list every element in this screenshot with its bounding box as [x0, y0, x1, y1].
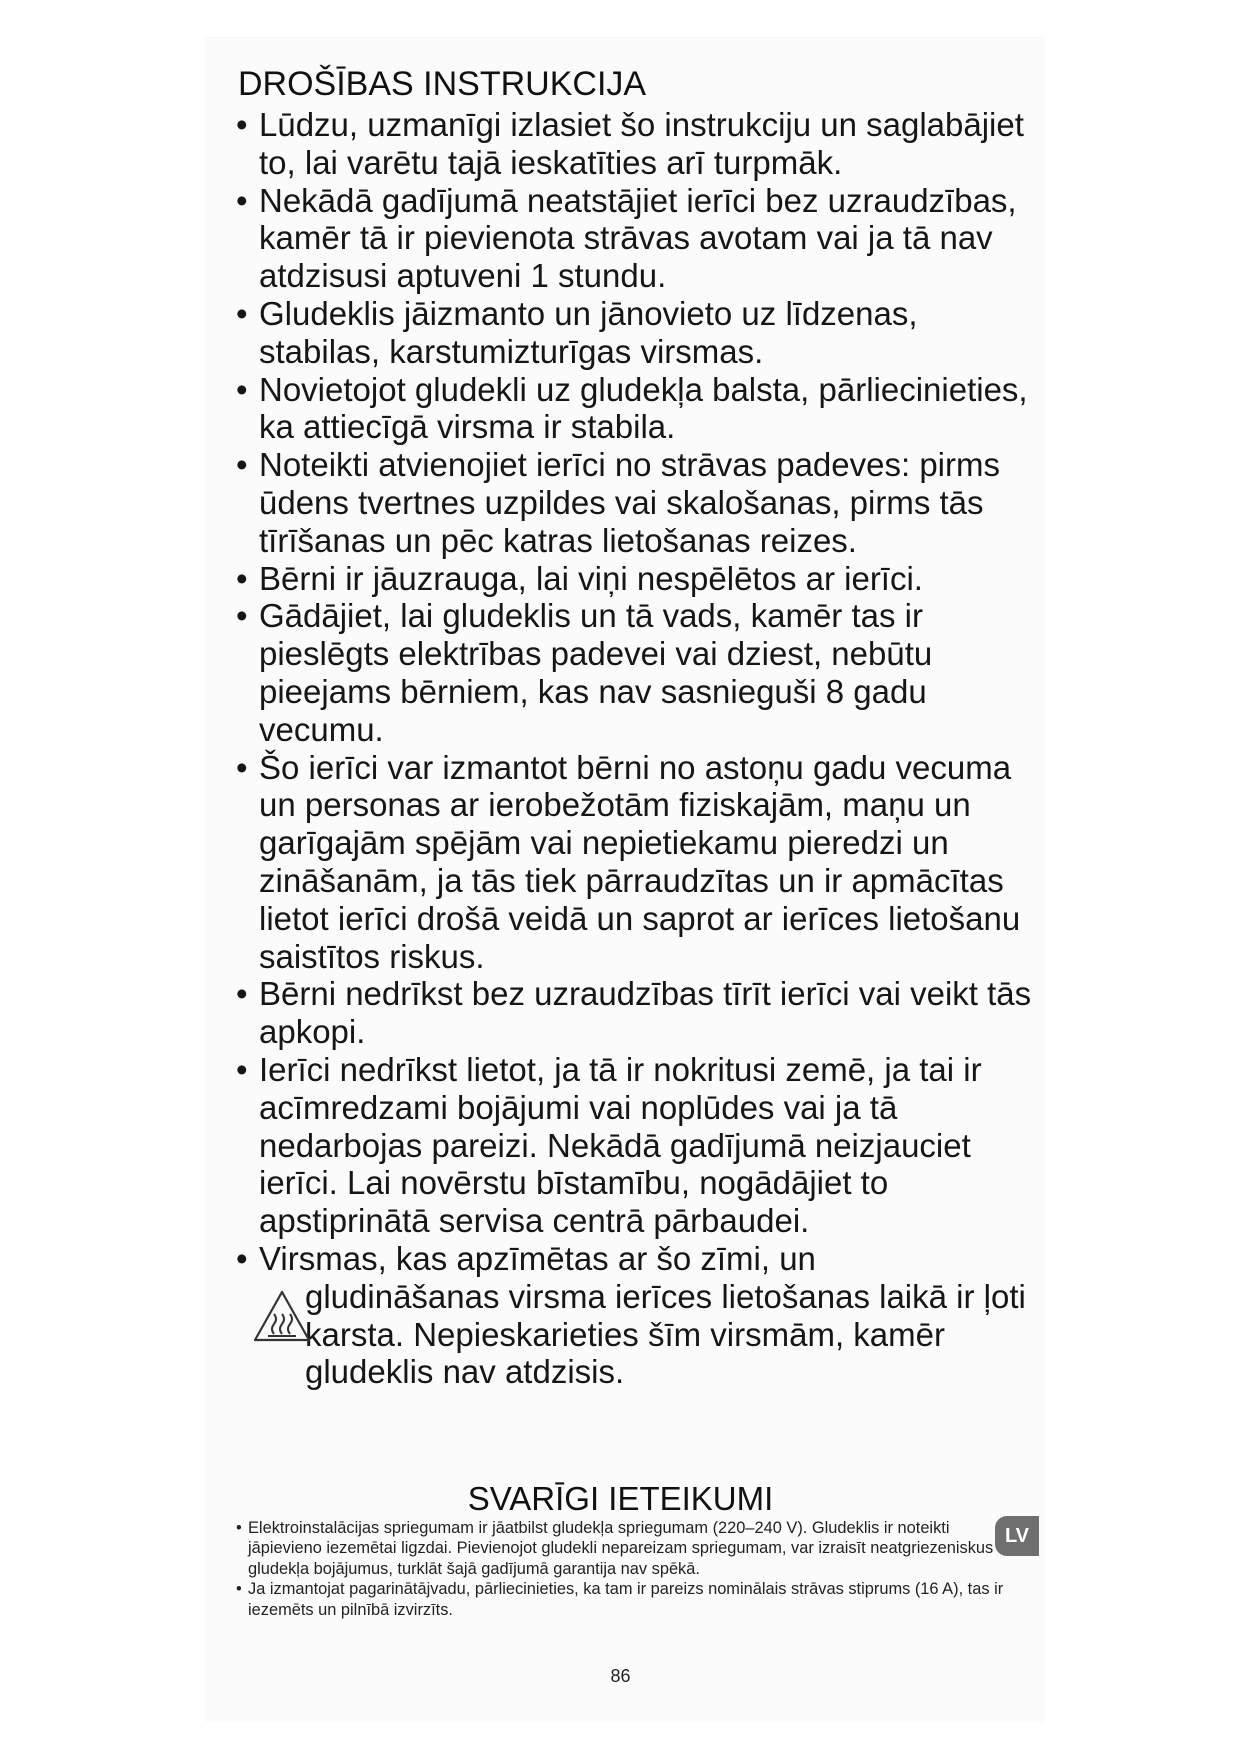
list-item: • Bērni nedrīkst bez uzraudzības tīrīt ierīci vai veikt tās apkopi. [236, 975, 1046, 1051]
hot-surface-first-line: Virsmas, kas apzīmētas ar šo zīmi, un [259, 1239, 816, 1277]
hot-surface-item [236, 1240, 1046, 1391]
page-title: DROŠĪBAS INSTRUKCIJA [238, 65, 647, 103]
section-title: SVARĪGI IETEIKUMI [467, 1480, 774, 1517]
safety-instructions-list [236, 106, 1046, 1391]
hot-surface-rest: gludināšanas virsma ierīces lietošanas laikā ir ļoti karsta. Nepieskarieties šīm virsmām, kamēr gludeklis nav atdzisis. [305, 1277, 1026, 1391]
list-item: • Nekādā gadījumā neatstājiet ierīci bez uzraudzības, kamēr tā ir pievienota strāvas avotam vai ja tā nav atdzisusi aptuveni 1 stundu. [236, 182, 1046, 295]
hot-surface-warning-icon [253, 1290, 311, 1342]
recommendations-list [236, 1518, 1016, 1620]
list-item: • Elektroinstalācijas spriegumam ir jāatbilst gludekļa spriegumam (220–240 V). Gludeklis ir noteikti jāpievieno iezemētai ligzdai. Pievienojot gludekli nepareizam spriegumam, var izraisīt neatgriezeniskus gludekļa bojājumus, turklāt šajā gadījumā garantija nav spēkā. [236, 1518, 1016, 1579]
language-tab: LV [995, 1516, 1039, 1556]
list-item: • Noteikti atvienojiet ierīci no strāvas padeves: pirms ūdens tvertnes uzpildes vai skalošanas, pirms tās tīrīšanas un pēc katras lietošanas reizes. [236, 446, 1046, 559]
list-item: • Gādājiet, lai gludeklis un tā vads, kamēr tas ir pieslēgts elektrības padevei vai dziest, nebūtu pieejams bērniem, kas nav sasnieguši 8 gadu vecumu. [236, 597, 1046, 748]
list-item: • Ierīci nedrīkst lietot, ja tā ir nokritusi zemē, ja tai ir acīmredzami bojājumi vai noplūdes vai ja tā nedarbojas pareizi. Nekādā gadījumā neizjauciet ierīci. Lai novērstu bīstamību, nogādājiet to apstiprinātā servisa centrā pārbaudei. [236, 1051, 1046, 1240]
list-item: • Šo ierīci var izmantot bērni no astoņu gadu vecuma un personas ar ierobežotām fiziskajām, maņu un garīgajām spējām vai nepietiekamu pieredzi un zināšanām, ja tās tiek pārraudzītas un ir apmācītas lietot ierīci drošā veidā un saprot ar ierīces lietošanu saistītos riskus. [236, 749, 1046, 976]
list-item: • Novietojot gludekli uz gludekļa balsta, pārliecinieties, ka attiecīgā virsma ir stabila. [236, 371, 1046, 447]
hot-surface-text [259, 1278, 1046, 1391]
list-item: • Gludeklis jāizmanto un jānovieto uz līdzenas, stabilas, karstumizturīgas virsmas. [236, 295, 1046, 371]
list-item: • Ja izmantojat pagarinātājvadu, pārliecinieties, ka tam ir pareizs nominālais strāvas stiprums (16 A), tas ir iezemēts un pilnībā izvirzīts. [236, 1579, 1016, 1620]
list-item: • Lūdzu, uzmanīgi izlasiet šo instrukciju un saglabājiet to, lai varētu tajā ieskatīties arī turpmāk. [236, 106, 1046, 182]
list-item: • Bērni ir jāuzrauga, lai viņi nespēlētos ar ierīci. [236, 560, 1046, 598]
page-number: 86 [610, 1666, 631, 1686]
